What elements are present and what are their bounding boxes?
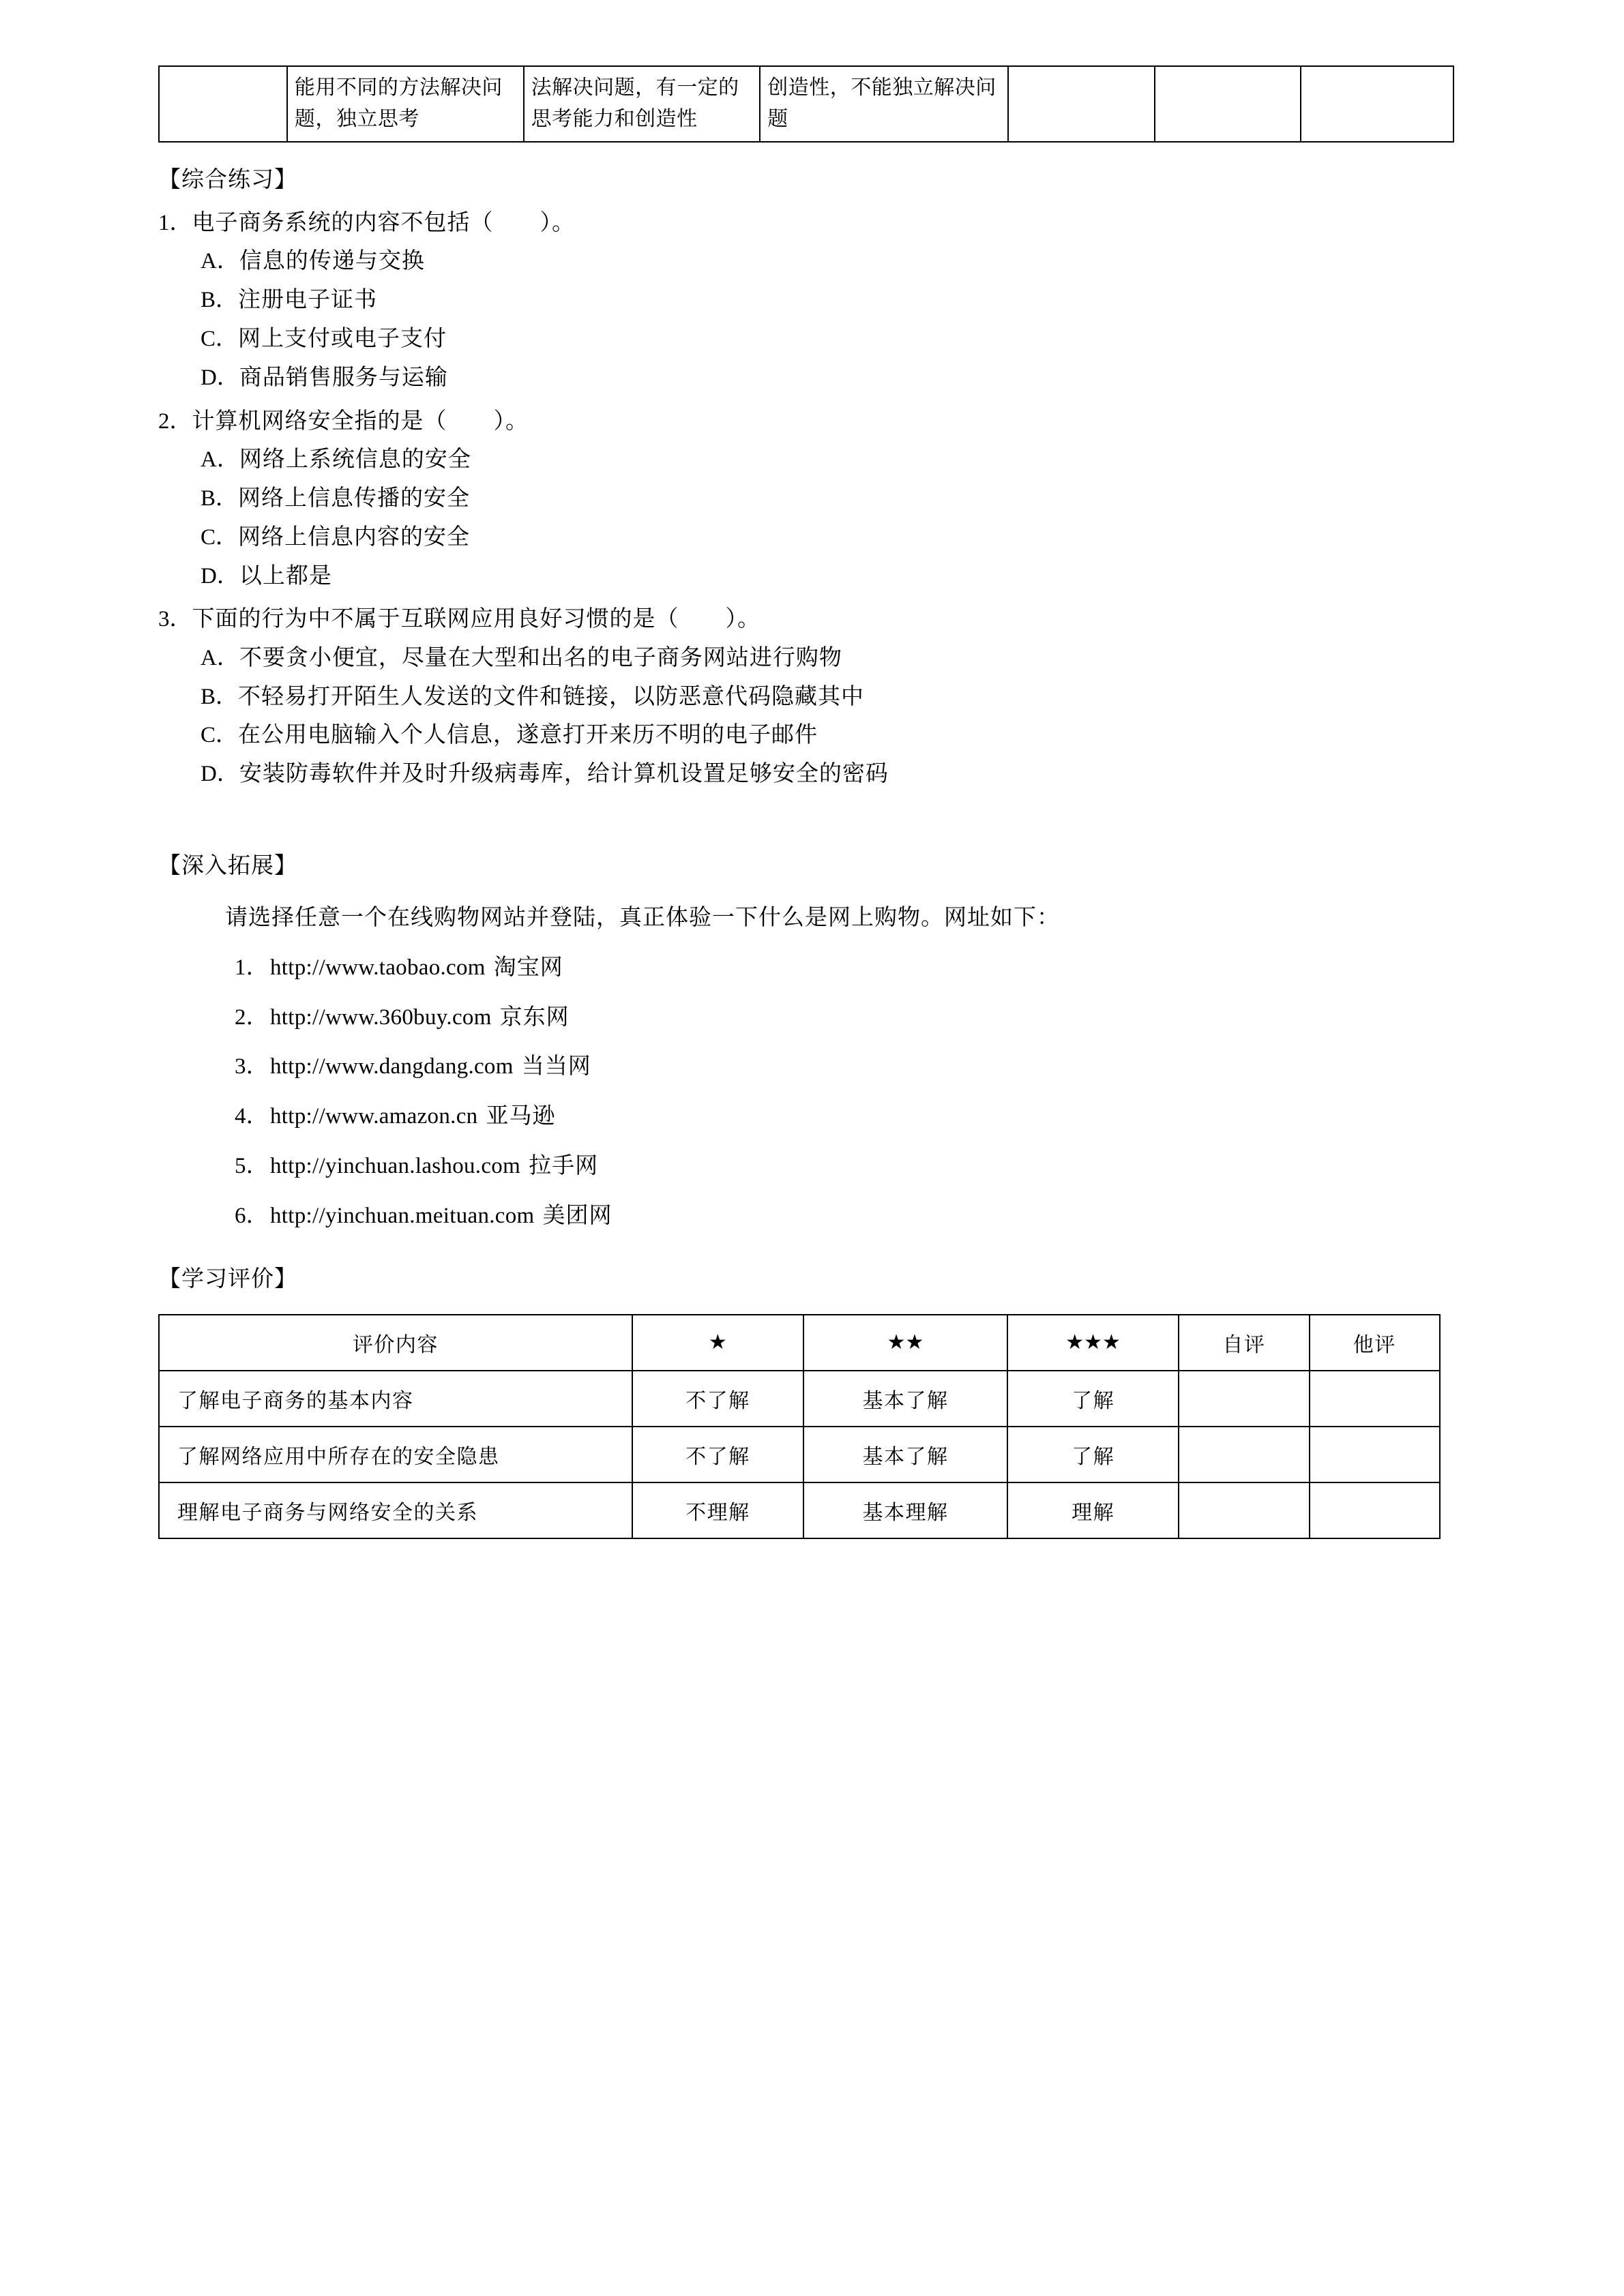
row-1-level2: 基本了解 [803, 1371, 1007, 1427]
table-cell-col7 [1301, 66, 1453, 142]
table-cell-col4: 创造性，不能独立解决问题 [760, 66, 1007, 142]
evaluation-table [158, 1314, 1441, 1539]
question-1-option-a[interactable] [201, 247, 1454, 276]
question-2-option-b[interactable] [201, 484, 1454, 513]
row-3-self[interactable] [1179, 1482, 1309, 1538]
question-3-option-d[interactable] [201, 760, 1454, 789]
option-label: C． [201, 326, 239, 351]
link-number: 2． [235, 1004, 269, 1030]
link-item-5[interactable] [235, 1152, 1454, 1181]
question-3-stem [158, 606, 1454, 633]
question-1-option-d[interactable] [201, 363, 1454, 393]
section-spacer [158, 789, 1454, 829]
option-text: 不轻易打开陌生人发送的文件和链接，以防恶意代码隐藏其中 [238, 684, 865, 709]
link-number: 3． [235, 1054, 269, 1079]
link-item-3[interactable] [235, 1052, 1454, 1082]
option-label: D． [201, 762, 239, 787]
row-1-other[interactable] [1310, 1371, 1440, 1427]
header-self-rating: 自评 [1179, 1315, 1309, 1371]
header-star-3: ★★★ [1007, 1315, 1179, 1371]
question-3-number: 3． [158, 607, 192, 632]
option-label: C． [201, 723, 239, 748]
option-label: B． [201, 287, 239, 312]
row-1-level1: 不了解 [632, 1371, 803, 1427]
option-text: 在公用电脑输入个人信息，遂意打开来历不明的电子邮件 [238, 723, 818, 748]
extension-section-heading: 【深入拓展】 [158, 854, 297, 879]
link-number: 4． [235, 1104, 269, 1129]
question-3-option-a[interactable] [201, 644, 1454, 673]
link-number: 5． [235, 1154, 269, 1179]
option-text: 注册电子证书 [238, 287, 378, 312]
option-label: A． [201, 447, 239, 472]
link-url[interactable]: http://www.taobao.com [270, 955, 486, 980]
evaluation-header-row [159, 1315, 1440, 1371]
header-star-2: ★★ [803, 1315, 1007, 1371]
option-label: D． [201, 365, 239, 390]
question-1-option-c[interactable] [201, 325, 1454, 354]
row-3-other[interactable] [1310, 1482, 1440, 1538]
table-row [159, 1427, 1440, 1482]
option-text: 网络上系统信息的安全 [239, 447, 471, 472]
header-other-rating: 他评 [1310, 1315, 1440, 1371]
option-text: 网络上信息传播的安全 [238, 486, 471, 511]
link-site-name: 京东网 [499, 1004, 570, 1030]
link-site-name: 亚马逊 [486, 1104, 556, 1129]
row-1-self[interactable] [1179, 1371, 1309, 1427]
option-text: 信息的传递与交换 [239, 249, 425, 274]
table-row [159, 66, 1453, 142]
question-2-option-c[interactable] [201, 523, 1454, 552]
question-2-text: 计算机网络安全指的是（ ）。 [192, 408, 529, 434]
option-label: B． [201, 684, 239, 709]
header-star-1: ★ [632, 1315, 803, 1371]
evaluation-table-wrapper [158, 1314, 1454, 1539]
question-3-text: 下面的行为中不属于互联网应用良好习惯的是（ ）。 [192, 607, 761, 632]
question-3 [158, 606, 1454, 789]
row-2-self[interactable] [1179, 1427, 1309, 1482]
link-item-1[interactable] [235, 953, 1454, 983]
table-cell-col2: 能用不同的方法解决问题，独立思考 [287, 66, 524, 142]
table-row [159, 1371, 1440, 1427]
table-cell-col6 [1155, 66, 1301, 142]
question-3-option-b[interactable] [201, 683, 1454, 712]
practice-section-heading: 【综合练习】 [158, 168, 297, 193]
evaluation-section-heading: 【学习评价】 [158, 1267, 297, 1292]
link-site-name: 当当网 [521, 1054, 591, 1079]
row-3-level1: 不理解 [632, 1482, 803, 1538]
link-site-name: 淘宝网 [493, 955, 563, 980]
row-3-level2: 基本理解 [803, 1482, 1007, 1538]
link-url[interactable]: http://yinchuan.lashou.com [270, 1154, 521, 1179]
row-2-level2: 基本了解 [803, 1427, 1007, 1482]
question-3-option-c[interactable] [201, 721, 1454, 750]
question-1-text: 电子商务系统的内容不包括（ ）。 [192, 210, 575, 235]
question-2 [158, 408, 1454, 591]
question-1-option-b[interactable] [201, 286, 1454, 315]
row-3-content: 理解电子商务与网络安全的关系 [159, 1482, 632, 1538]
option-text: 网络上信息内容的安全 [238, 524, 471, 550]
extension-intro-text: 请选择任意一个在线购物网站并登陆，真正体验一下什么是网上购物。网址如下： [225, 905, 1060, 930]
link-url[interactable]: http://www.360buy.com [270, 1004, 492, 1030]
link-number: 1． [235, 955, 269, 980]
link-site-name: 美团网 [542, 1204, 612, 1229]
table-cell-col5 [1008, 66, 1155, 142]
link-item-2[interactable] [235, 1003, 1454, 1032]
link-item-6[interactable] [235, 1202, 1454, 1231]
link-item-4[interactable] [235, 1102, 1454, 1131]
row-2-level3: 了解 [1007, 1427, 1179, 1482]
question-1-number: 1． [158, 210, 192, 235]
page-content [158, 65, 1454, 1539]
header-content: 评价内容 [159, 1315, 632, 1371]
table-row [159, 1482, 1440, 1538]
row-2-level1: 不了解 [632, 1427, 803, 1482]
option-text: 网上支付或电子支付 [238, 326, 447, 351]
row-1-content: 了解电子商务的基本内容 [159, 1371, 632, 1427]
option-label: A． [201, 249, 239, 274]
option-text: 以上都是 [239, 563, 332, 588]
question-1-stem [158, 209, 1454, 237]
link-url[interactable]: http://www.dangdang.com [270, 1054, 514, 1079]
row-2-content: 了解网络应用中所存在的安全隐患 [159, 1427, 632, 1482]
question-1 [158, 209, 1454, 393]
option-label: B． [201, 486, 239, 511]
option-label: C． [201, 524, 239, 550]
link-url[interactable]: http://yinchuan.meituan.com [270, 1204, 535, 1229]
question-2-number: 2． [158, 408, 192, 434]
table-cell-col1 [159, 66, 287, 142]
link-url[interactable]: http://www.amazon.cn [270, 1104, 478, 1129]
row-3-level3: 理解 [1007, 1482, 1179, 1538]
question-2-option-d[interactable] [201, 562, 1454, 591]
row-2-other[interactable] [1310, 1427, 1440, 1482]
option-label: A． [201, 645, 239, 670]
question-2-stem [158, 408, 1454, 436]
option-text: 不要贪小便宜，尽量在大型和出名的电子商务网站进行购物 [239, 645, 842, 670]
option-text: 商品销售服务与运输 [239, 365, 448, 390]
link-number: 6． [235, 1204, 269, 1229]
row-1-level3: 了解 [1007, 1371, 1179, 1427]
competency-table [158, 65, 1454, 143]
question-2-option-a[interactable] [201, 445, 1454, 475]
table-cell-col3: 法解决问题，有一定的思考能力和创造性 [524, 66, 761, 142]
option-text: 安装防毒软件并及时升级病毒库，给计算机设置足够安全的密码 [239, 762, 889, 787]
link-site-name: 拉手网 [529, 1154, 599, 1179]
option-label: D． [201, 563, 239, 588]
